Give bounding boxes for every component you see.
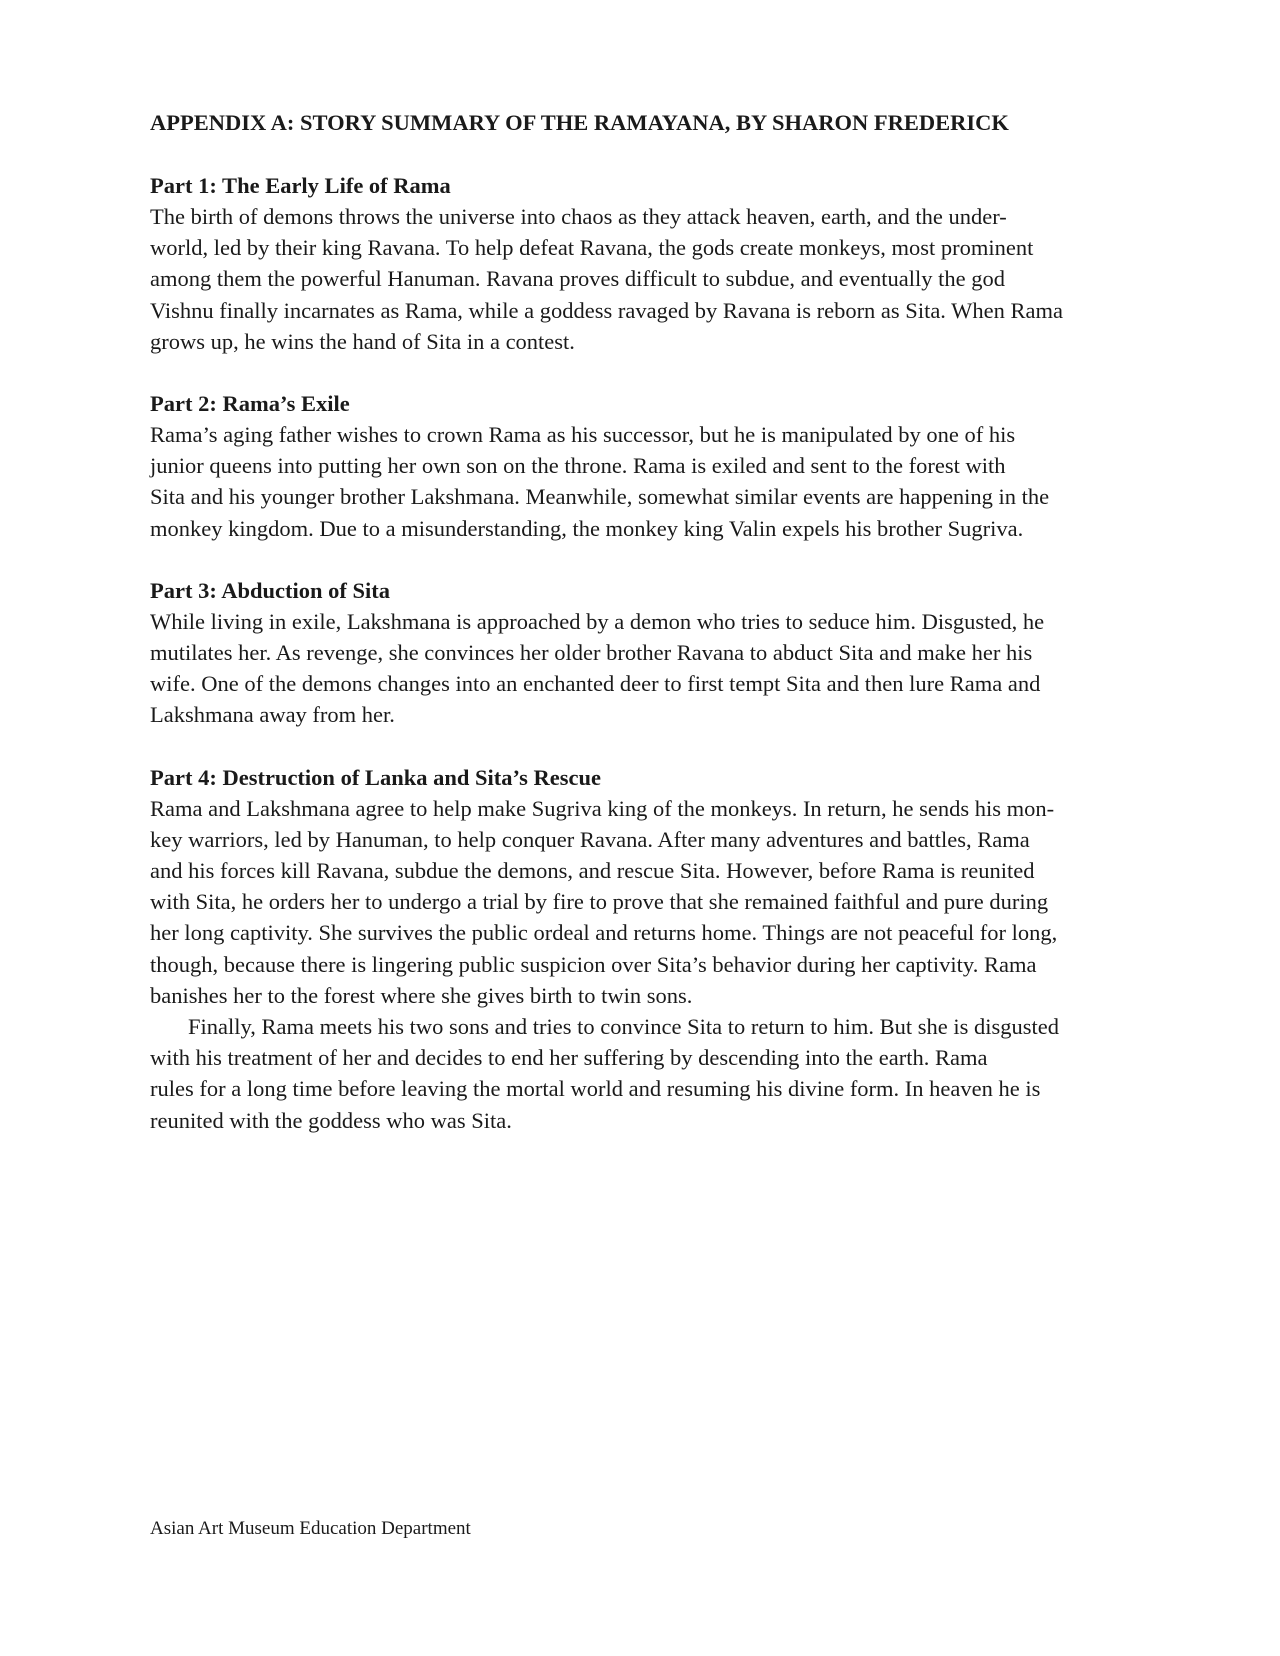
text-line-continued: with his treatment of her and decides to end her suffering by descending into the earth. Rama [150,1045,988,1071]
text-line: world, led by their king Ravana. To help defeat Ravana, the gods create monkeys, most prominent [150,235,1034,261]
section-heading: Part 1: The Early Life of Rama [150,173,451,198]
text-line: junior queens into putting her own son on the throne. Rama is exiled and sent to the forest with [150,453,1006,479]
section-part-4 [150,762,1130,1136]
text-line: among them the powerful Hanuman. Ravana proves difficult to subdue, and eventually the god [150,266,1005,292]
text-line: monkey kingdom. Due to a misunderstanding, the monkey king Valin expels his brother Sugriva. [150,515,1024,541]
text-line: Sita and his younger brother Lakshmana. Meanwhile, somewhat similar events are happening in the [150,484,1050,510]
text-line: grows up, he wins the hand of Sita in a contest. [150,328,575,354]
section-paragraph [150,606,1130,731]
page-footer: Asian Art Museum Education Department [150,1518,471,1539]
text-line: Rama’s aging father wishes to crown Rama as his successor, but he is manipulated by one of his [150,422,1016,448]
section-part-3 [150,575,1130,731]
section-paragraph [150,419,1130,544]
section-paragraph [150,793,1130,1011]
text-line: though, because there is lingering public suspicion over Sita’s behavior during her captivity. Rama [150,951,1037,977]
section-heading: Part 3: Abduction of Sita [150,577,391,603]
text-line: wife. One of the demons changes into an enchanted deer to first tempt Sita and then lure Rama and [150,671,1041,697]
text-line: While living in exile, Lakshmana is approached by a demon who tries to seduce him. Disgusted, he [150,608,1045,634]
text-line-continued: reunited with the goddess who was Sita. [150,1107,512,1133]
text-line: key warriors, led by Hanuman, to help conquer Ravana. After many adventures and battles, Rama [150,826,1030,852]
section-paragraph [150,201,1130,357]
document-title: APPENDIX A: STORY SUMMARY OF THE RAMAYANA, BY SHARON FREDERICK [150,110,1009,135]
section-part-1 [150,170,1130,357]
text-line: banishes her to the forest where she gives birth to twin sons. [150,982,693,1008]
text-line: and his forces kill Ravana, subdue the demons, and rescue Sita. However, before Rama is reunited [150,858,1035,884]
text-line: Vishnu finally incarnates as Rama, while a goddess ravaged by Ravana is reborn as Sita. When Rama [150,297,1063,323]
text-line: Finally, Rama meets his two sons and tries to convince Sita to return to him. But she is disgusted [188,1014,1059,1040]
section-paragraph-indented [150,1011,1130,1136]
section-part-2 [150,388,1130,544]
text-line-continued: rules for a long time before leaving the mortal world and resuming his divine form. In heaven he is [150,1076,1041,1102]
text-line: her long captivity. She survives the public ordeal and returns home. Things are not peaceful for long, [150,920,1058,946]
text-line: The birth of demons throws the universe into chaos as they attack heaven, earth, and the under- [150,204,1007,229]
text-line: Rama and Lakshmana agree to help make Sugriva king of the monkeys. In return, he sends his mon- [150,795,1055,821]
text-line: mutilates her. As revenge, she convinces her older brother Ravana to abduct Sita and make her his [150,640,1033,666]
document-body [150,108,1130,1167]
text-line: with Sita, he orders her to undergo a trial by fire to prove that she remained faithful and pure during [150,889,1049,915]
text-line: Lakshmana away from her. [150,702,395,728]
section-heading: Part 2: Rama’s Exile [150,391,350,417]
section-heading: Part 4: Destruction of Lanka and Sita’s Rescue [150,764,602,790]
